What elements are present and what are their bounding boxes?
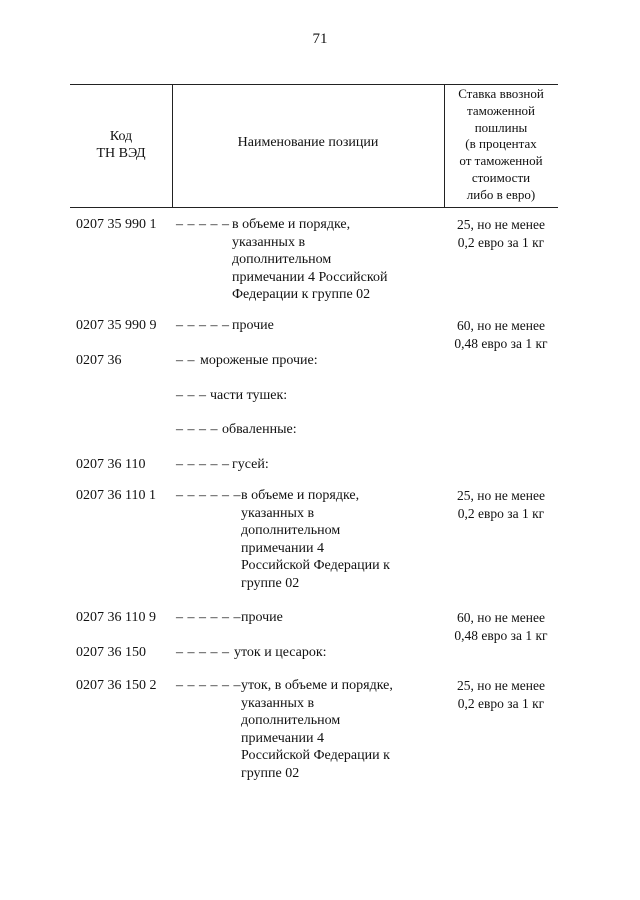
row-description: обваленные: <box>222 422 297 437</box>
row-rate: 60, но не менее 0,48 евро за 1 кг <box>454 318 548 351</box>
page-number: 71 <box>312 31 328 47</box>
row-description: в объеме и порядке, указанных в дополнительном примечании 4 Российской Федерации к группе 02 <box>241 488 390 591</box>
table-header <box>70 84 558 208</box>
row-code: 0207 35 990 1 <box>76 217 157 232</box>
header-rate-label: Ставка ввозной таможенной пошлины (в процентах от таможенной стоимости либо в евро) <box>458 86 544 202</box>
row-dashes: – – – – – <box>176 217 230 232</box>
row-code: 0207 35 990 9 <box>76 318 157 333</box>
row-code: 0207 36 110 1 <box>76 488 156 503</box>
row-description: прочие <box>232 318 274 333</box>
row-rate: 25, но не менее 0,2 евро за 1 кг <box>457 678 545 711</box>
row-dashes: – – – – <box>176 422 218 437</box>
header-code-label: Код ТН ВЭД <box>96 129 146 161</box>
row-dashes: – – – – – <box>176 318 230 333</box>
row-description: уток, в объеме и порядке, указанных в дополнительном примечании 4 Российской Федерации к группе 02 <box>241 678 393 781</box>
row-description: в объеме и порядке, указанных в дополнительном примечании 4 Российской Федерации к группе 02 <box>232 217 388 302</box>
row-description: мороженые прочие: <box>200 353 318 368</box>
row-code: 0207 36 <box>76 353 122 368</box>
row-dashes: – – – – – – <box>176 488 241 503</box>
row-dashes: – – – – – – <box>176 678 241 693</box>
header-name-label: Наименование позиции <box>237 135 379 150</box>
row-rate: 60, но не менее 0,48 евро за 1 кг <box>454 610 548 643</box>
row-code: 0207 36 150 2 <box>76 678 157 693</box>
row-dashes: – – – – – <box>176 645 230 660</box>
row-code: 0207 36 110 9 <box>76 610 156 625</box>
row-code: 0207 36 110 <box>76 457 146 472</box>
row-dashes: – – – – – <box>176 457 230 472</box>
row-description: гусей: <box>232 457 269 472</box>
row-dashes: – – – <box>176 388 207 403</box>
row-dashes: – – – – – – <box>176 610 241 625</box>
row-rate: 25, но не менее 0,2 евро за 1 кг <box>457 488 545 521</box>
row-description: прочие <box>241 610 283 625</box>
row-description: части тушек: <box>210 388 288 403</box>
row-description: уток и цесарок: <box>234 645 327 660</box>
row-code: 0207 36 150 <box>76 645 146 660</box>
row-dashes: – – <box>176 353 195 368</box>
row-rate: 25, но не менее 0,2 евро за 1 кг <box>457 217 545 250</box>
